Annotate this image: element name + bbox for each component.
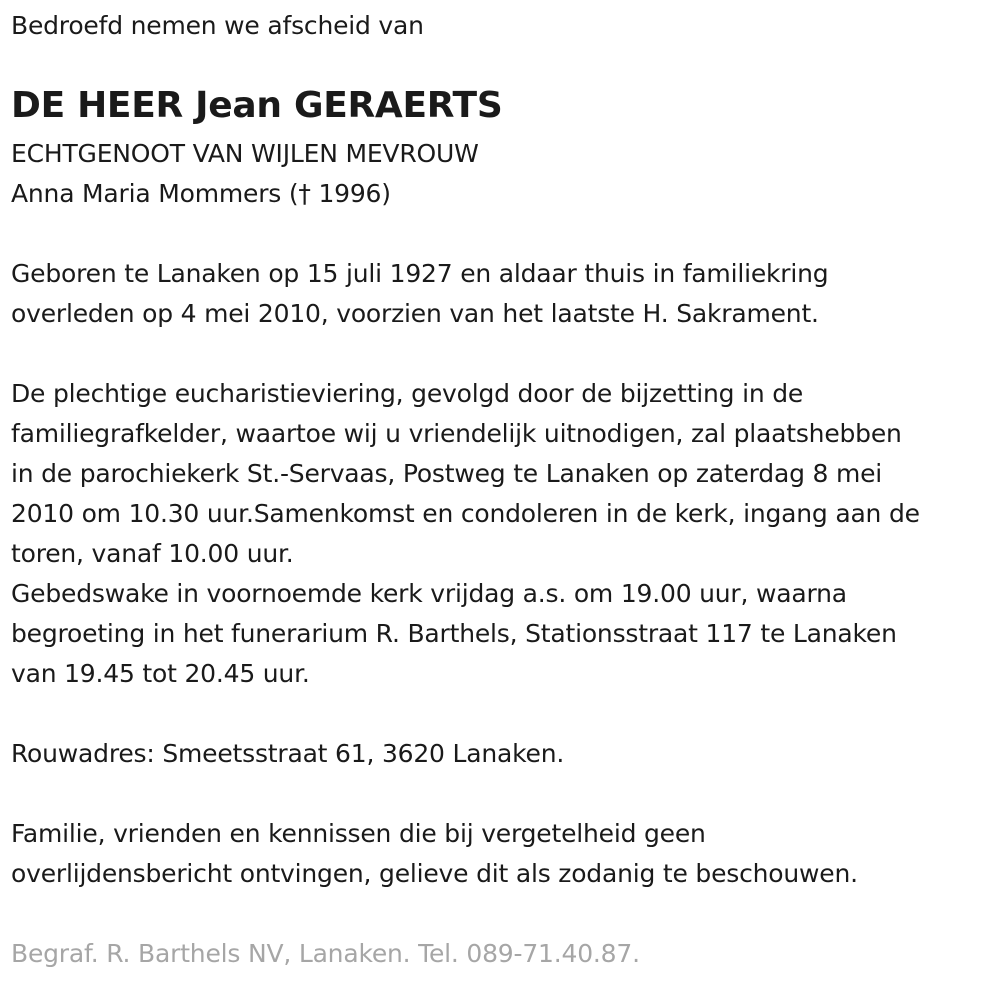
paragraph-line: Geboren te Lanaken op 15 juli 1927 en aldaar thuis in familiekring: [11, 259, 829, 288]
intro-text: Bedroefd nemen we afscheid van: [11, 11, 424, 40]
paragraph-line: Gebedswake in voornoemde kerk vrijdag a.s. om 19.00 uur, waarna: [11, 579, 847, 608]
mourning-address: Rouwadres: Smeetsstraat 61, 3620 Lanaken.: [11, 739, 565, 768]
paragraph-line: Familie, vrienden en kennissen die bij vergetelheid geen: [11, 819, 706, 848]
paragraph-line: familiegrafkelder, waartoe wij u vriendelijk uitnodigen, zal plaatshebben: [11, 419, 902, 448]
funeral-home-footer: Begraf. R. Barthels NV, Lanaken. Tel. 089-71.40.87.: [11, 939, 640, 968]
paragraph-line: in de parochiekerk St.-Servaas, Postweg te Lanaken op zaterdag 8 mei: [11, 459, 883, 488]
spouse-name: Anna Maria Mommers († 1996): [11, 179, 391, 208]
ceremony-paragraph: [11, 374, 920, 694]
deceased-name: DE HEER Jean GERAERTS: [11, 85, 503, 126]
paragraph-line: overlijdensbericht ontvingen, gelieve dit als zodanig te beschouwen.: [11, 859, 858, 888]
paragraph-line: begroeting in het funerarium R. Barthels, Stationsstraat 117 te Lanaken: [11, 619, 897, 648]
spouse-title: ECHTGENOOT VAN WIJLEN MEVROUW: [11, 139, 479, 168]
birth-death-paragraph: [11, 254, 828, 334]
paragraph-line: van 19.45 tot 20.45 uur.: [11, 659, 310, 688]
spouse-block: [11, 134, 479, 214]
paragraph-line: overleden op 4 mei 2010, voorzien van het laatste H. Sakrament.: [11, 299, 819, 328]
notice-paragraph: [11, 814, 858, 894]
paragraph-line: De plechtige eucharistieviering, gevolgd door de bijzetting in de: [11, 379, 804, 408]
paragraph-line: toren, vanaf 10.00 uur.: [11, 539, 294, 568]
paragraph-line: 2010 om 10.30 uur.Samenkomst en condoleren in de kerk, ingang aan de: [11, 499, 920, 528]
